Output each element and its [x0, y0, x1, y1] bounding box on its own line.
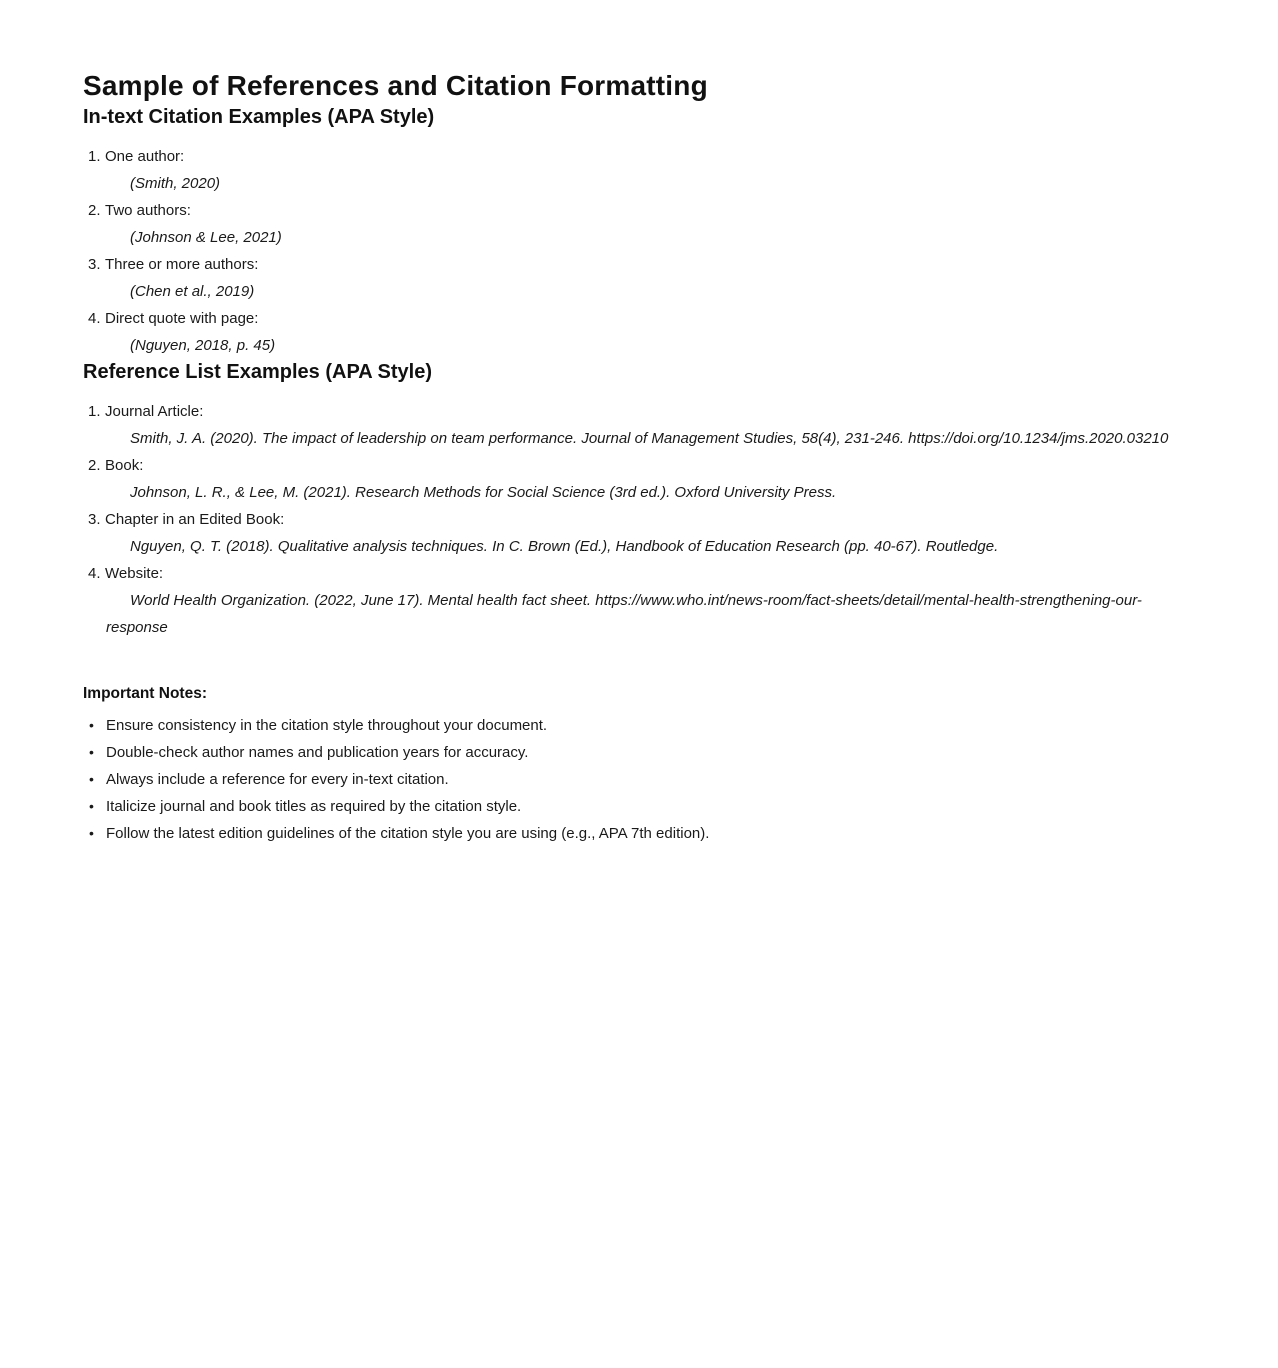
item-label: Website: — [105, 565, 164, 582]
citation-example: (Johnson & Lee, 2021) — [130, 229, 282, 246]
reference-entry: Smith, J. A. (2020). The impact of leadership on team performance. Journal of Management Studies, 58(4), 231-246. https://doi.org/10.1234/jms.2020.03210 — [130, 430, 1169, 447]
list-item — [83, 560, 1195, 587]
note-item — [83, 739, 1195, 766]
list-item — [83, 506, 1195, 533]
item-label: Two authors: — [105, 202, 191, 219]
item-label: Journal Article: — [105, 403, 204, 420]
reference-entry: Johnson, L. R., & Lee, M. (2021). Research Methods for Social Science (3rd ed.). Oxford University Press. — [130, 484, 837, 501]
page-title: Sample of References and Citation Formatting — [83, 70, 708, 101]
item-label: Direct quote with page: — [105, 310, 259, 327]
item-number: 2. — [88, 202, 101, 219]
item-label: Chapter in an Edited Book: — [105, 511, 285, 528]
item-number: 1. — [88, 403, 101, 420]
note-item — [83, 820, 1195, 847]
important-notes-section — [83, 680, 1195, 847]
note-text: Ensure consistency in the citation style throughout your document. — [106, 717, 548, 734]
item-label: Three or more authors: — [105, 256, 259, 273]
citation-example: (Chen et al., 2019) — [130, 283, 255, 300]
citation-example: (Smith, 2020) — [130, 175, 221, 192]
notes-heading: Important Notes: — [83, 685, 207, 702]
list-item — [83, 452, 1195, 479]
note-item — [83, 793, 1195, 820]
intext-section-heading: In-text Citation Examples (APA Style) — [83, 106, 435, 128]
document-page — [0, 68, 1278, 1368]
list-item — [83, 197, 1195, 224]
item-label: Book: — [105, 457, 144, 474]
list-item — [83, 305, 1195, 332]
note-text: Double-check author names and publication years for accuracy. — [106, 744, 529, 761]
item-number: 2. — [88, 457, 101, 474]
list-item — [83, 398, 1195, 425]
reference-list — [83, 398, 1195, 641]
item-number: 4. — [88, 565, 101, 582]
document-content — [83, 68, 1195, 847]
list-item — [83, 143, 1195, 170]
note-item — [83, 766, 1195, 793]
bullet-icon: • — [89, 798, 94, 814]
item-number: 1. — [88, 148, 101, 165]
note-item — [83, 712, 1195, 739]
note-text: Follow the latest edition guidelines of the citation style you are using (e.g., APA 7th edition). — [106, 825, 710, 842]
intext-citation-list — [83, 143, 1195, 359]
item-number: 3. — [88, 511, 101, 528]
citation-example: (Nguyen, 2018, p. 45) — [130, 337, 276, 354]
reference-entry: Nguyen, Q. T. (2018). Qualitative analysis techniques. In C. Brown (Ed.), Handbook of Education Research (pp. 40-67). Routledge. — [130, 538, 999, 555]
reference-entry: World Health Organization. (2022, June 17). Mental health fact sheet. https://www.who.int/news-room/fact-sheets/detail/mental-health-strengthening-our-response — [106, 592, 1142, 636]
notes-list — [83, 712, 1195, 847]
intext-citation-section — [83, 104, 1195, 359]
note-text: Italicize journal and book titles as required by the citation style. — [106, 798, 522, 815]
item-number: 4. — [88, 310, 101, 327]
bullet-icon: • — [89, 771, 94, 787]
bullet-icon: • — [89, 744, 94, 760]
bullet-icon: • — [89, 717, 94, 733]
list-item — [83, 251, 1195, 278]
item-label: One author: — [105, 148, 185, 165]
item-number: 3. — [88, 256, 101, 273]
reference-section-heading: Reference List Examples (APA Style) — [83, 361, 433, 383]
reference-list-section — [83, 359, 1195, 641]
note-text: Always include a reference for every in-text citation. — [106, 771, 449, 788]
bullet-icon: • — [89, 825, 94, 841]
